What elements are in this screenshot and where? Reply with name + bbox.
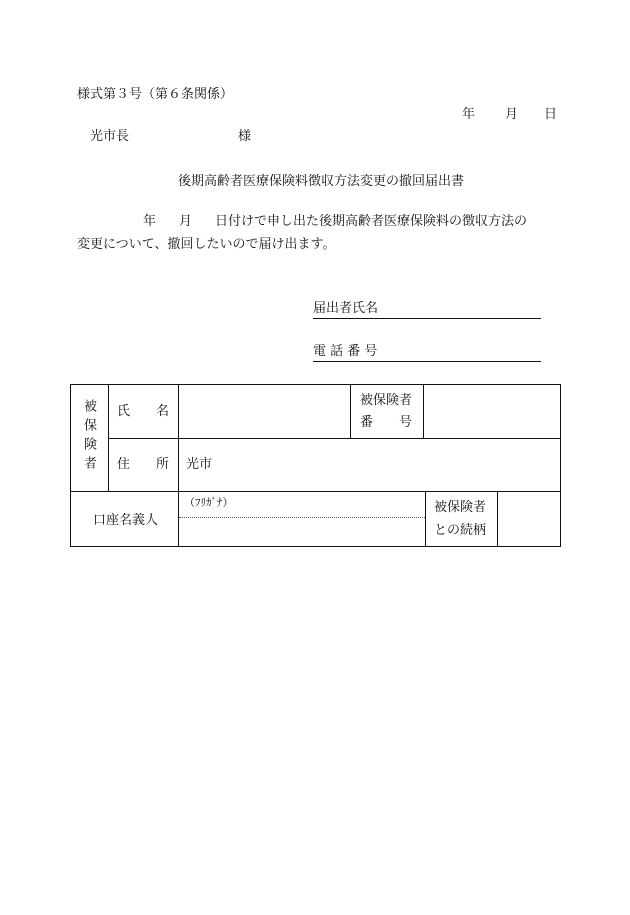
applicant-name-label: 届出者氏名 [313,301,379,316]
furigana-label: （ﾌﾘｶﾞﾅ） [184,496,234,509]
body-line-1-text: 日付けで申し出た後期高齢者医療保険料の徴収方法の [215,214,528,229]
document-title: 後期高齢者医療保険料徴収方法変更の撤回届出書 [178,174,465,189]
info-table [70,384,561,547]
name-input[interactable] [179,385,350,438]
body-year: 年 [143,214,157,229]
addressee-suffix: 様 [238,129,252,144]
date-month-label: 月 [505,107,519,122]
phone-number-label: 電 話 番 号 [313,344,378,359]
body-line-1 [77,215,557,228]
relation-label-2: との続柄 [434,523,487,538]
applicant-name-field[interactable] [313,300,541,319]
insured-person-label: 被保険者 [81,399,96,475]
relation-input[interactable] [498,492,561,547]
date-year-label: 年 [462,107,476,122]
insured-number-label-2: 番 号 [360,415,413,430]
name-label: 氏 名 [117,404,170,419]
phone-number-field[interactable] [313,343,541,362]
address-label: 住 所 [117,457,170,472]
addressee: 光市長 [90,129,130,144]
insured-number-label-1: 被保険者 [360,393,413,408]
body-line-2: 変更について、撤回したいので届け出ます。 [77,237,336,252]
form-number: 様式第３号（第６条関係） [77,87,234,102]
body-month: 月 [179,214,193,229]
date-day-label: 日 [544,107,558,122]
account-holder-input[interactable] [179,518,425,547]
insured-number-input[interactable] [424,385,561,438]
account-holder-label: 口座名義人 [93,513,159,528]
relation-label-1: 被保険者 [434,500,487,515]
address-value[interactable]: 光市 [186,457,213,472]
